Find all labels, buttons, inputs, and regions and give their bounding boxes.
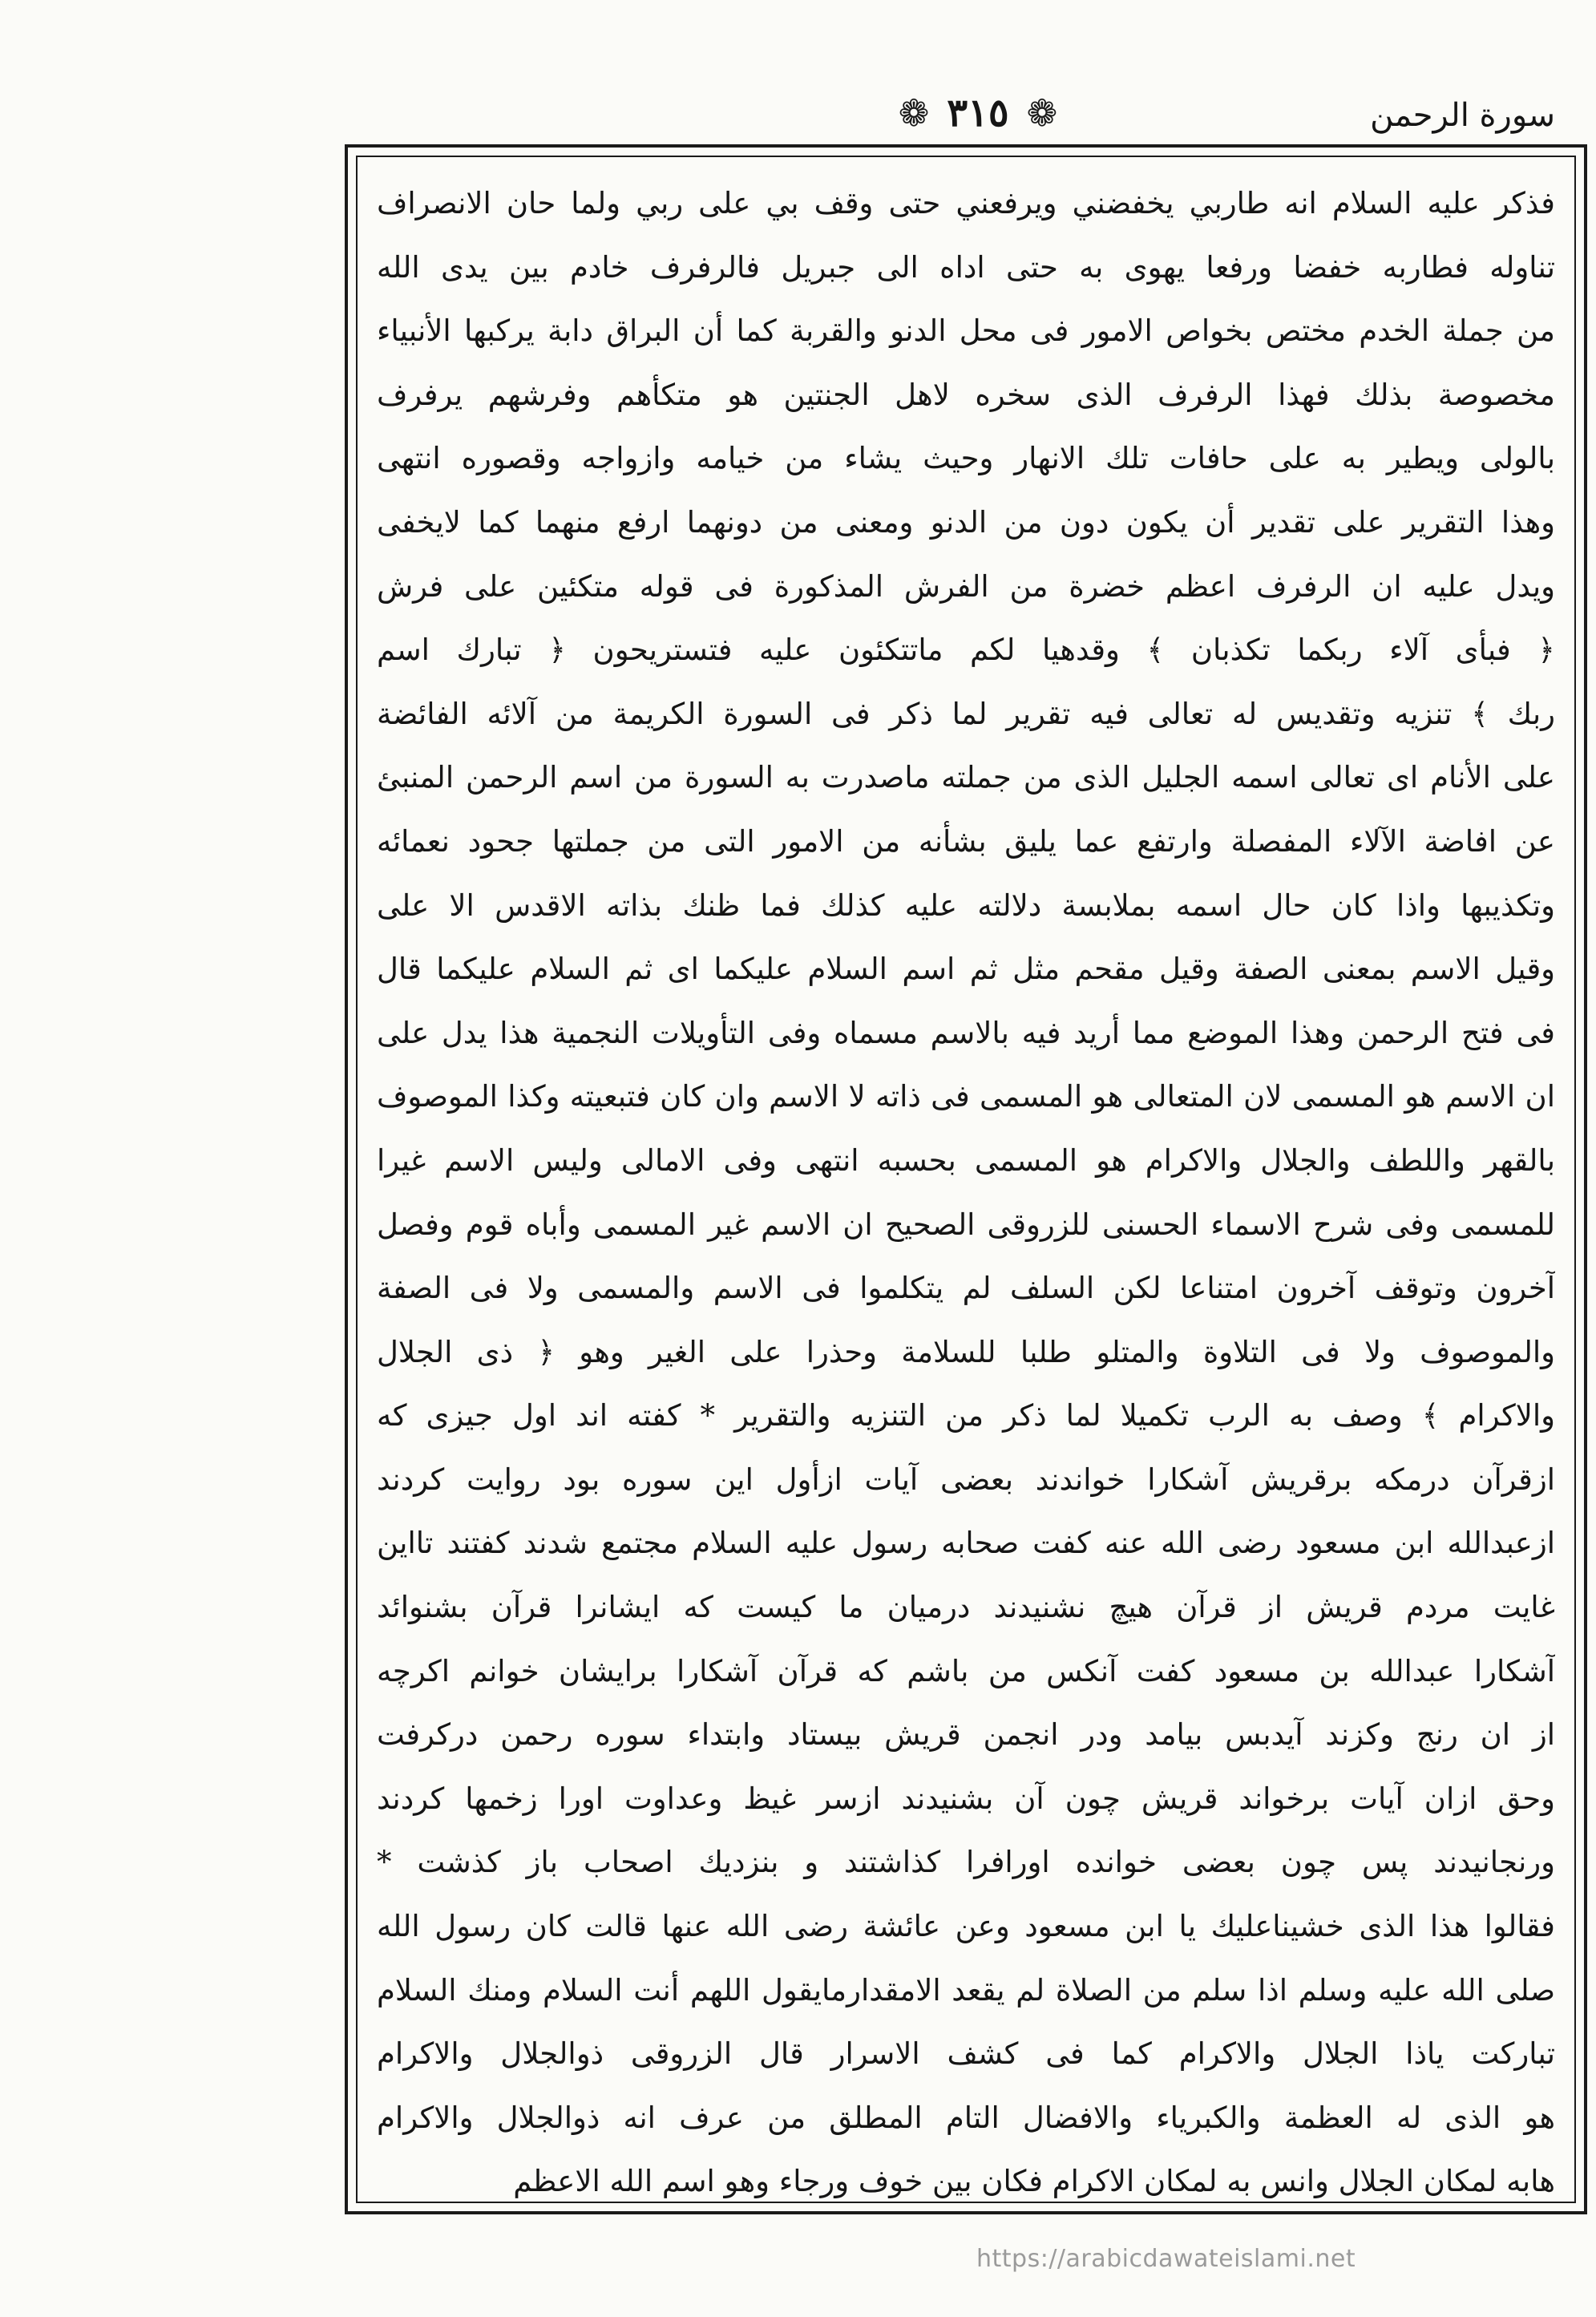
text-line: وهذا التقرير على تقدير أن يكون دون من الدنو ومعنى من دونهما ارفع منهما كما لايخفى [377,504,1555,540]
watermark-url: https://arabicdawateislami.net [976,2245,1356,2273]
text-line: از ان رنج وكزند آيدبس بيامد ودر انجمن قريش بيستاد وابتداء سوره رحمن دركرفت [377,1717,1555,1753]
page-frame [345,144,1587,2214]
text-line: غايت مردم قريش از قرآن هيچ نشنيدند درميان ما كيست كه ايشانرا قرآن بشنوائد [377,1590,1555,1625]
text-line: ان الاسم هو المسمى لان المتعالى هو المسمى فى ذاته لا الاسم وان كان فتبعيته وكذا الموصوف [377,1079,1555,1114]
text-line: فذكر عليه السلام انه طاربي يخفضني ويرفعني حتى وقف بي على ربي ولما حان الانصراف [377,186,1555,220]
text-line: من جملة الخدم مختص بخواص الامور فى محل الدنو والقربة كما أن البراق دابة يركبها الأنبياء [377,313,1555,349]
text-line: بالولى ويطير به على حافات تلك الانهار وحيث يشاء من خيامه وازواجه وقصوره انتهى [377,441,1555,476]
text-line: آشكارا عبدالله بن مسعود كفت آنكس من باشم كه قرآن آشكارا برايشان خوانم اكرچه [377,1653,1555,1688]
text-line: ﴿ فبأى آلاء ربكما تكذبان ﴾ وقدهيا لكم ماتتكئون عليه فتستريحون ﴿ تبارك اسم [377,633,1555,668]
text-line: مخصوصة بذلك فهذا الرفرف الذى سخره لاهل الجنتين هو متكأهم وفرشهم يرفرف [377,377,1555,412]
page-number: ٣١٥ [947,91,1009,135]
text-line: فقالوا هذا الذى خشيناعليك يا ابن مسعود وعن عائشة رضى الله عنها قالت كان رسول الله [377,1909,1555,1944]
surah-title: سورة الرحمن [1370,97,1555,134]
text-line: هو الذى له العظمة والكبرياء والافضال التام المطلق من عرف انه ذوالجلال والاكرام [377,2100,1555,2135]
ornament-left-icon: ❁ [898,91,930,135]
text-line: هابه لمكان الجلال وانس به لمكان الاكرام فكان بين خوف ورجاء وهو اسم الله الاعظم [513,2164,1555,2199]
ornament-right-icon: ❁ [1026,91,1058,135]
text-line: بالقهر واللطف والجلال والاكرام هو المسمى بحسبه انتهى وفى الامالى وليس الاسم غيرا [377,1142,1555,1178]
text-line: تناوله فطاربه خفضا ورفعا يهوى به حتى اداه الى جبريل فالرفرف خادم بين يدى الله [377,249,1555,285]
text-line: ورنجانيدند پس چون بعضى خوانده اورافرا كذاشتند و بنزديك اصحاب باز كذشت * [377,1845,1555,1880]
page-header [341,76,1587,148]
text-line: تباركت ياذا الجلال والاكرام كما فى كشف الاسرار قال الزروقى ذوالجلال والاكرام [377,2036,1555,2072]
text-line: والاكرام ﴾ وصف به الرب تكميلا لما ذكر من التنزيه والتقرير * كفته اند اول جيزى كه [377,1398,1555,1433]
text-line: والموصوف ولا فى التلاوة والمتلو طلبا للسلامة وحذرا على الغير وهو ﴿ ذى الجلال [377,1334,1555,1369]
text-line: آخرون وتوقف آخرون امتناعا لكن السلف لم يتكلموا فى الاسم والمسمى ولا فى الصفة [377,1271,1555,1306]
text-line: عن افاضة الآلاء المفصلة وارتفع عما يليق بشأنه من الامور التى من جملتها جحود نعمائه [377,823,1555,859]
text-line: ازقرآن درمكه برقريش آشكارا خواندند بعضى آيات ازأول اين سوره بود روايت كردند [377,1462,1555,1497]
text-line: ازعبدالله ابن مسعود رضى الله عنه كفت صحابه رسول عليه السلام مجتمع شدند كفتند تااين [377,1526,1555,1561]
text-body [377,172,1555,2214]
text-line: وحق ازان آيات برخواند قريش چون آن بشنيدند ازسر غيظ وعداوت اورا زخمها كردند [377,1781,1555,1816]
text-line: ويدل عليه ان الرفرف اعظم خضرة من الفرش المذكورة فى قوله متكئين على فرش [377,568,1555,604]
text-line: فى فتح الرحمن وهذا الموضع مما أريد فيه بالاسم مسماه وفى التأويلات النجمية هذا يدل على [377,1015,1555,1050]
text-line: وتكذيبها واذا كان حال اسمه بملابسة دلالته عليه كذلك فما ظنك بذاته الاقدس الا على [377,888,1555,923]
text-line: وقيل الاسم بمعنى الصفة وقيل مقحم مثل ثم اسم السلام عليكما اى ثم السلام عليكما قال [377,952,1555,987]
page-number-block [882,91,1074,135]
text-line: على الأنام اى تعالى اسمه الجليل الذى من جملته ماصدرت به السورة من اسم الرحمن المنبئ [377,760,1555,795]
text-line: ربك ﴾ تنزيه وتقديس له تعالى فيه تقرير لما ذكر فى السورة الكريمة من آلائه الفائضة [377,696,1555,731]
text-line: صلى الله عليه وسلم اذا سلم من الصلاة لم يقعد الامقدارمايقول اللهم أنت السلام ومنك السلام [377,1972,1555,2008]
text-line: للمسمى وفى شرح الاسماء الحسنى للزروقى الصحيح ان الاسم غير المسمى وأباه قوم وفصل [377,1207,1555,1242]
